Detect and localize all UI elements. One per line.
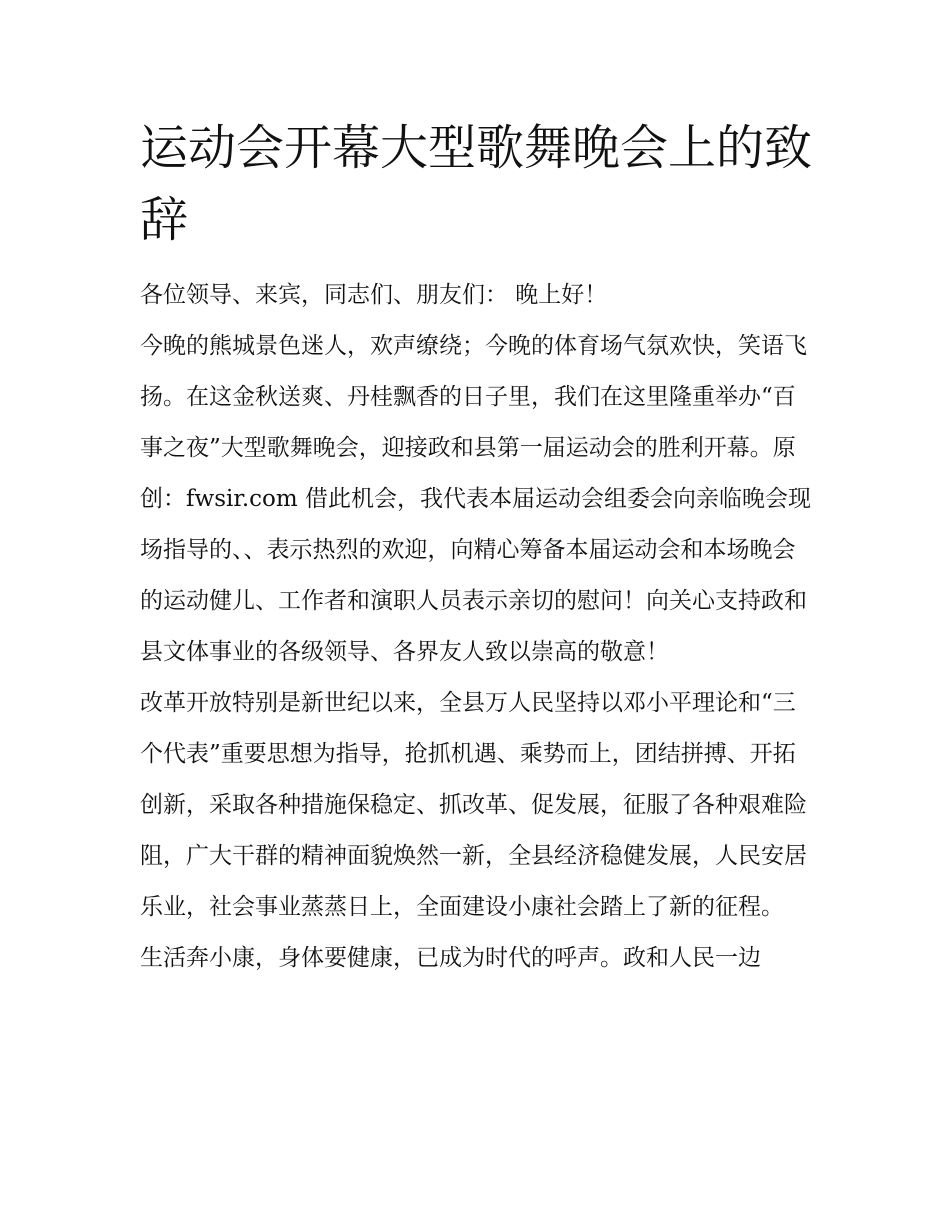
document-title: 运动会开幕大型歌舞晚会上的致辞 [140,120,813,248]
paragraph-reform: 改革开放特别是新世纪以来，全县万人民坚持以邓小平理论和“三个代表”重要思想为指导，抢抓机遇、乘势而上，团结拼搏、开拓创新，采取各种措施保稳定、抓改革、促发展，征服了各种艰难险阻，广大干群的精神面貌焕然一新，全县经济稳健发展，人民安居乐业，社会事业蒸蒸日上，全面建设小康社会踏上了新的征程。 [140,690,807,920]
paragraph-opening: 今晚的熊城景色迷人，欢声缭绕；今晚的体育场气氛欢快，笑语飞扬。在这金秋送爽、丹桂飘香的日子里，我们在这里隆重举办“百事之夜”大型歌舞晚会，迎接政和县第一届运动会的胜利开幕。原创：fwsir.com 借此机会，我代表本届运动会组委会向亲临晚会现场指导的、、表示热烈的欢迎，向精心筹备本届运动会和本场晚会的运动健儿、工作者和演职人员表示亲切的慰问！向关心支持政和县文体事业的各级领导、各界友人致以崇高的敬意！ [140,333,811,665]
paragraph-health: 生活奔小康，身体要健康，已成为时代的呼声。政和人民一边 [140,945,761,971]
paragraph-greeting: 各位领导、来宾，同志们、朋友们： 晚上好！ [140,282,608,308]
document-body [140,112,816,984]
